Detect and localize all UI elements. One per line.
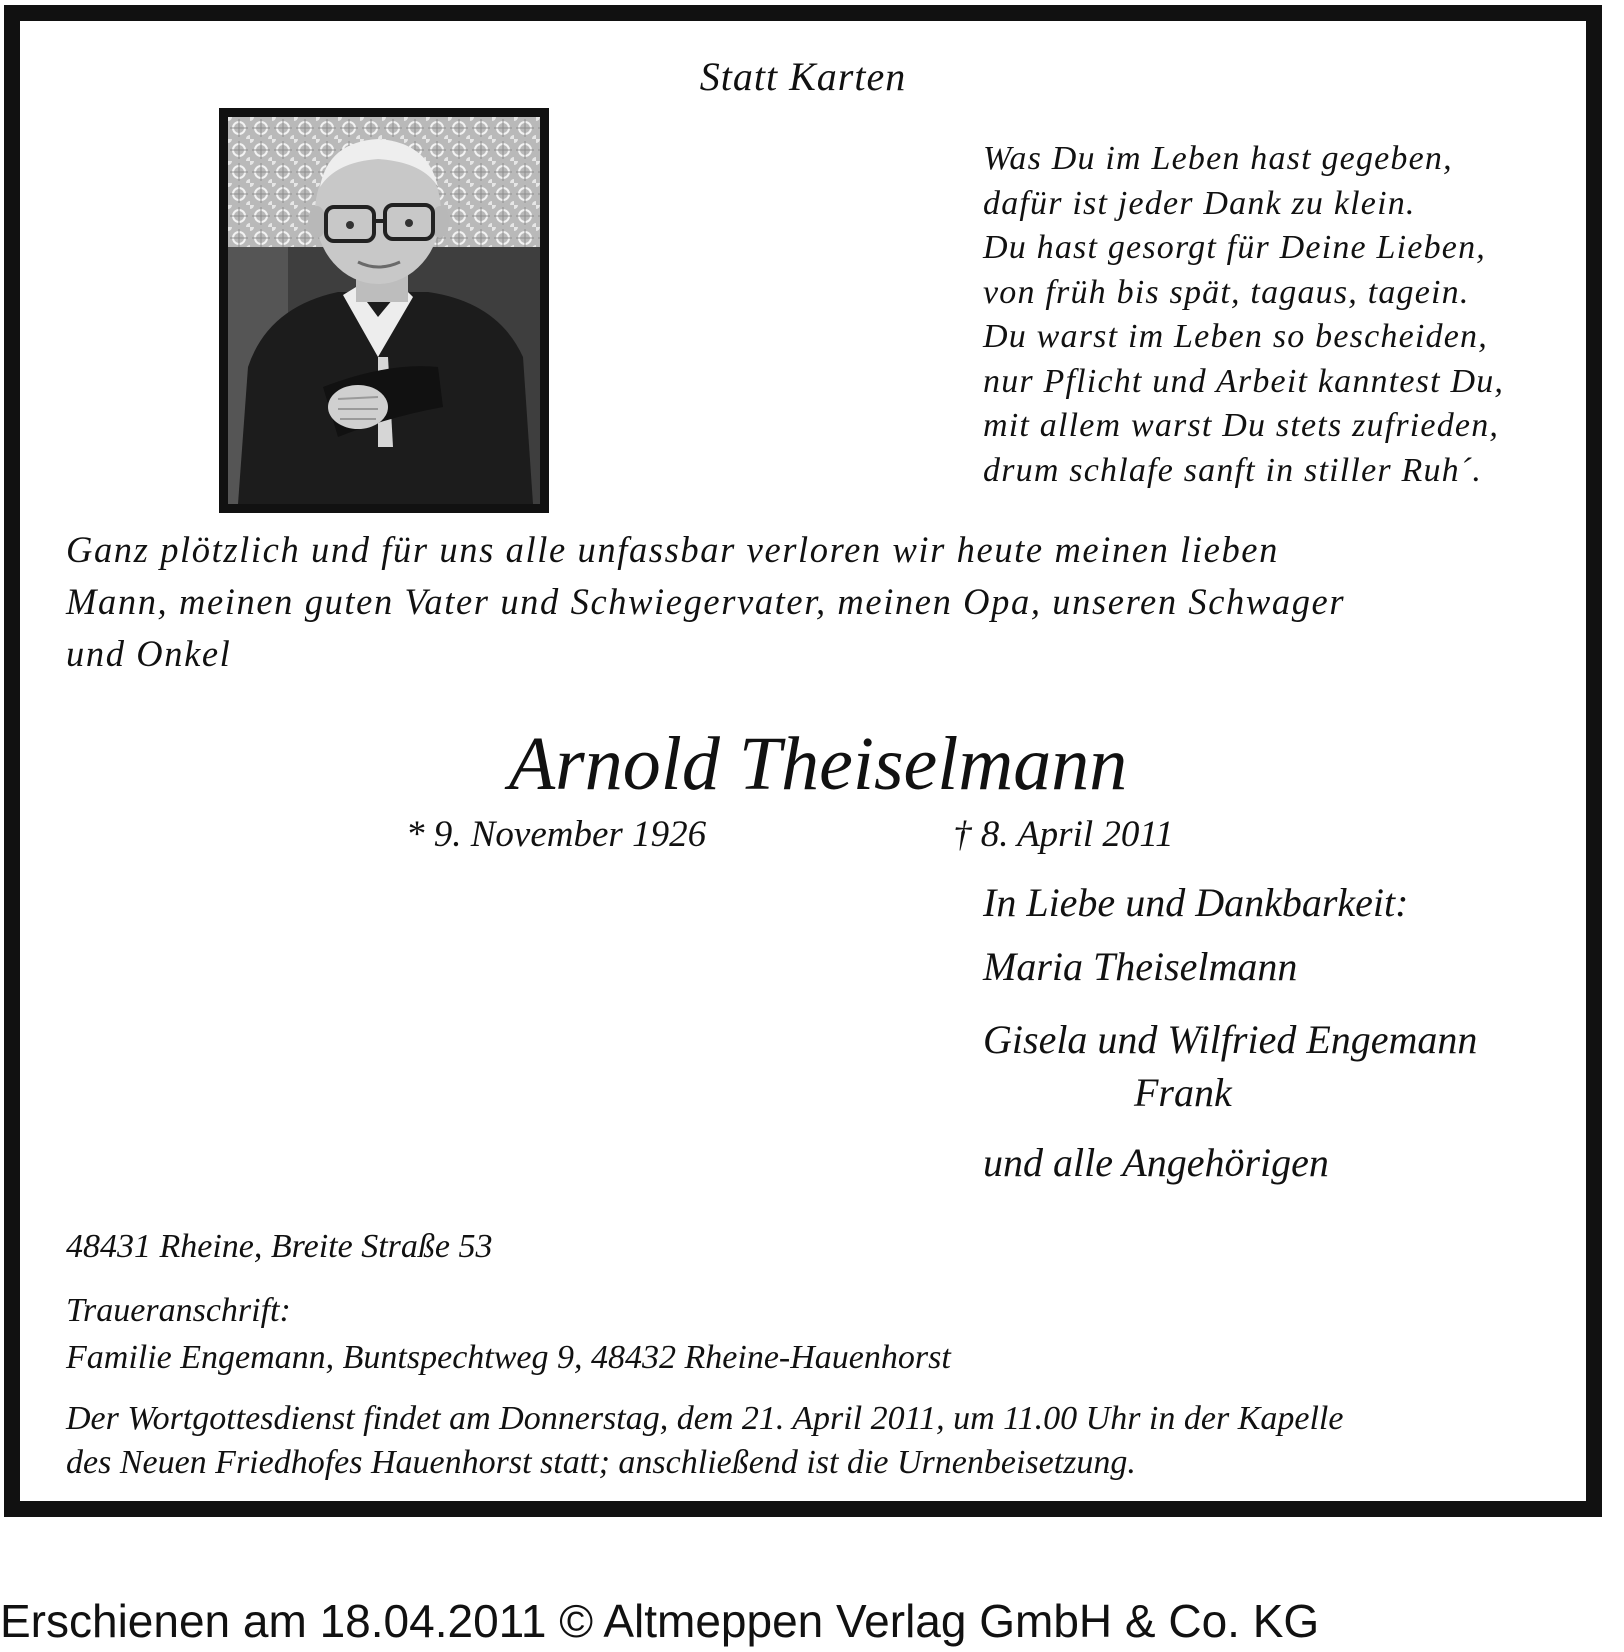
portrait-photo — [219, 108, 549, 513]
mourning-address-label: Traueranschrift: — [66, 1292, 291, 1329]
closing-phrase: In Liebe und Dankbarkeit: — [983, 880, 1409, 925]
intro-line: Ganz plötzlich und für uns alle unfassbar verloren wir heute meinen lieben — [66, 529, 1279, 570]
obituary-frame — [4, 5, 1602, 1517]
poem-line: Was Du im Leben hast gegeben, — [983, 140, 1453, 177]
home-address: 48431 Rheine, Breite Straße 53 — [66, 1228, 493, 1265]
heading: Statt Karten — [699, 54, 907, 99]
death-date: † 8. April 2011 — [953, 814, 1174, 855]
publication-footer: Erschienen am 18.04.2011 © Altmeppen Verlag GmbH & Co. KG — [0, 1595, 1320, 1647]
poem-line: Du hast gesorgt für Deine Lieben, — [983, 229, 1486, 266]
mourner-line: Maria Theiselmann — [983, 944, 1298, 989]
mourner-line: Frank — [1134, 1070, 1232, 1115]
intro-text — [66, 524, 1566, 680]
mourning-address — [66, 1287, 951, 1381]
mourner-line: und alle Angehörigen — [983, 1140, 1329, 1185]
intro-line: Mann, meinen guten Vater und Schwiegervater, meinen Opa, unseren Schwager — [66, 581, 1346, 622]
deceased-name: Arnold Theiselmann — [508, 722, 1128, 806]
poem-line: Du warst im Leben so bescheiden, — [983, 318, 1488, 355]
poem-line: nur Pflicht und Arbeit kanntest Du, — [983, 362, 1505, 400]
intro-line: und Onkel — [66, 633, 232, 674]
mourner-line: Gisela und Wilfried Engemann — [983, 1017, 1478, 1062]
service-info — [66, 1397, 1343, 1485]
poem-line: dafür ist jeder Dank zu klein. — [983, 184, 1416, 222]
poem — [983, 137, 1563, 493]
poem-line: drum schlafe sanft in stiller Ruh´. — [983, 451, 1483, 489]
poem-line: von früh bis spät, tagaus, tagein. — [983, 273, 1470, 311]
birth-date: * 9. November 1926 — [406, 814, 707, 855]
service-line: Der Wortgottesdienst findet am Donnerstag, dem 21. April 2011, um 11.00 Uhr in der Kapelle — [66, 1400, 1344, 1437]
poem-line: mit allem warst Du stets zufrieden, — [983, 407, 1500, 444]
service-line: des Neuen Friedhofes Hauenhorst statt; anschließend ist die Urnenbeisetzung. — [66, 1444, 1136, 1481]
mourning-address-value: Familie Engemann, Buntspechtweg 9, 48432 Rheine-Hauenhorst — [66, 1339, 951, 1376]
